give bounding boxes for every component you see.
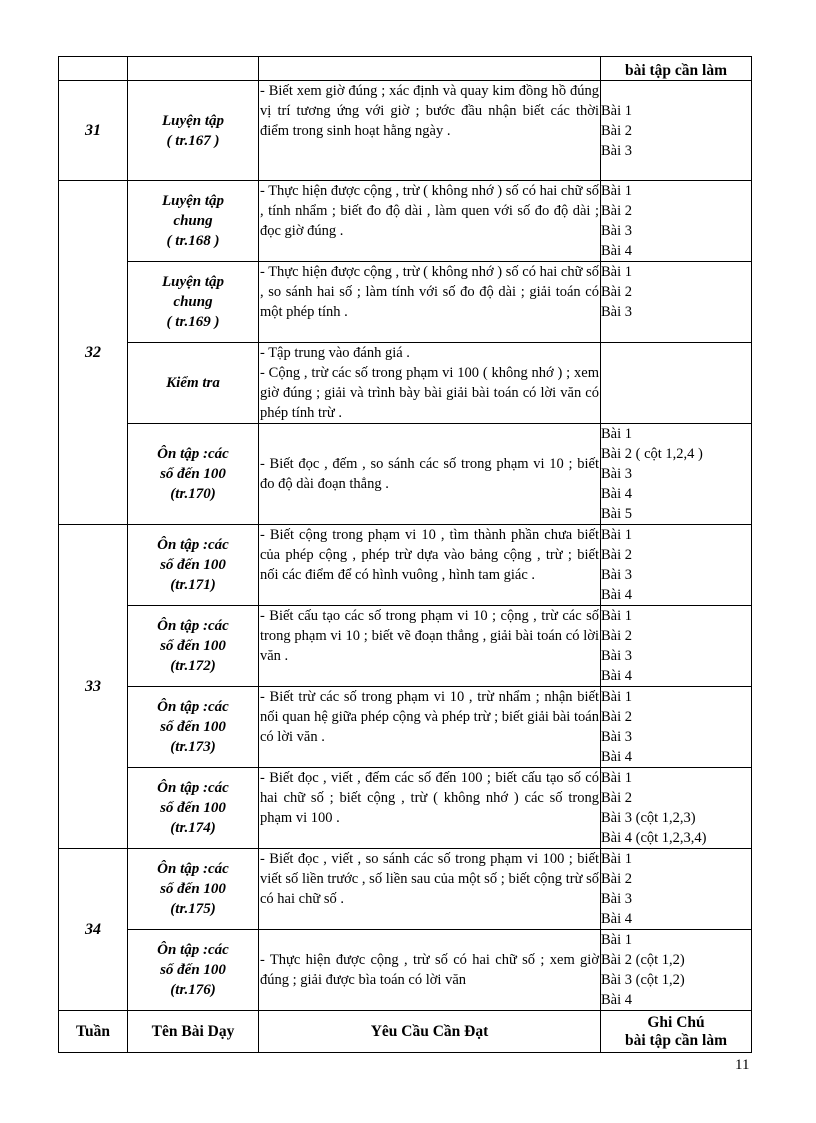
col-header-note-label: Ghi Chú: [647, 1013, 705, 1031]
exercise-note-cell: [601, 181, 752, 262]
exercise-item: Bài 4: [601, 749, 633, 765]
requirement-cell: [259, 849, 601, 930]
lesson-title-line: Ôn tập :các: [157, 699, 229, 715]
lesson-row: [59, 181, 752, 262]
exercise-item: Bài 2: [601, 547, 633, 563]
top-note-cell: [601, 57, 752, 81]
week-cell: [59, 181, 128, 525]
exercise-note-cell: [601, 849, 752, 930]
requirement-text: - Thực hiện được cộng , trừ ( không nhớ ) số có hai chữ số , tính nhẩm ; biết đo độ dài , làm quen với số đo độ dài ; đọc giờ đúng .: [260, 183, 599, 239]
requirement-text: - Biết đọc , đếm , so sánh các số trong phạm vi 10 ; biết đo độ dài đoạn thẳng .: [260, 456, 599, 492]
top-note: bài tập cần làm: [624, 62, 728, 79]
exercise-item: Bài 4: [601, 243, 633, 259]
exercise-item: Bài 1: [601, 103, 633, 119]
lesson-row: [59, 687, 752, 768]
lesson-title-line: (tr.171): [170, 577, 216, 593]
lesson-title-line: Ôn tập :các: [157, 780, 229, 796]
empty-requirement-cell: [259, 57, 601, 81]
requirement-cell: [259, 424, 601, 525]
lesson-title-line: số đến 100: [160, 800, 226, 816]
requirement-text: - Biết trừ các số trong phạm vi 10 , trừ nhẩm ; nhận biết nối quan hệ giữa phép cộng và phép trừ ; biết giải bài toán có lời văn .: [260, 689, 599, 745]
lesson-title-line: ( tr.169 ): [166, 314, 220, 330]
exercise-item: Bài 2: [601, 709, 633, 725]
lesson-row: [59, 343, 752, 424]
exercise-item: Bài 2: [601, 628, 633, 644]
exercise-item: Bài 3: [601, 223, 633, 239]
exercise-item: Bài 1: [601, 183, 633, 199]
exercise-item: Bài 1: [601, 770, 633, 786]
lesson-title-line: chung: [173, 294, 213, 310]
lesson-title-line: chung: [173, 213, 213, 229]
requirement-text: - Biết cấu tạo các số trong phạm vi 10 ; cộng , trừ các số trong phạm vi 10 ; biết vẽ đoạn thẳng , giải bài toán có lời văn .: [260, 608, 599, 664]
lesson-title-cell: [128, 849, 259, 930]
exercise-note-cell: [601, 262, 752, 343]
exercise-note-cell: [601, 525, 752, 606]
lesson-title-line: Ôn tập :các: [157, 618, 229, 634]
exercise-item: Bài 2 (cột 1,2): [601, 952, 685, 968]
lesson-title-line: (tr.174): [170, 820, 216, 836]
lesson-title-cell: [128, 525, 259, 606]
week-number: 34: [85, 920, 101, 938]
lesson-row: [59, 768, 752, 849]
requirement-cell: [259, 525, 601, 606]
lesson-plan-body: [59, 57, 752, 1053]
requirement-cell: [259, 81, 601, 181]
col-header-requirement-label: Yêu Cầu Cần Đạt: [370, 1022, 489, 1040]
exercise-note-cell: [601, 930, 752, 1011]
lesson-title-line: Kiểm tra: [166, 375, 220, 391]
lesson-title-line: số đến 100: [160, 557, 226, 573]
week-number: 31: [85, 121, 101, 139]
lesson-title-line: Luyện tập: [161, 274, 225, 290]
empty-week-cell: [59, 57, 128, 81]
lesson-plan-table: [58, 56, 752, 1053]
exercise-item: Bài 1: [601, 932, 633, 948]
col-header-lesson-label: Tên Bài Dạy: [151, 1022, 235, 1040]
requirement-text: - Biết đọc , viết , so sánh các số trong phạm vi 100 ; biết viết số liền trước , số liền sau của một số ; biết cộng trừ số có hai chữ số .: [260, 851, 599, 907]
requirement-text: - Biết cộng trong phạm vi 10 , tìm thành phần chưa biết của phép cộng , phép trừ dựa vào bảng cộng , trừ ; biết nối các điểm để có hình vuông , hình tam giác .: [260, 527, 599, 583]
lesson-title-cell: [128, 343, 259, 424]
lesson-title-line: Ôn tập :các: [157, 942, 229, 958]
exercise-item: Bài 1: [601, 851, 633, 867]
lesson-title-line: ( tr.168 ): [166, 233, 220, 249]
exercise-item: Bài 1: [601, 608, 633, 624]
lesson-title-line: số đến 100: [160, 719, 226, 735]
exercise-item: Bài 1: [601, 264, 633, 280]
requirement-cell: [259, 687, 601, 768]
requirement-text: - Thực hiện được cộng , trừ ( không nhớ ) số có hai chữ số , so sánh hai số ; làm tính với số đo độ dài ; giải toán có một phép tính .: [260, 264, 599, 320]
exercise-item: Bài 2: [601, 790, 633, 806]
requirement-text: - Thực hiện được cộng , trừ số có hai chữ số ; xem giờ đúng ; giải được bìa toán có lời văn: [260, 952, 599, 988]
lesson-row: [59, 81, 752, 181]
lesson-title-cell: [128, 424, 259, 525]
requirement-cell: [259, 768, 601, 849]
lesson-title-line: ( tr.167 ): [166, 132, 220, 149]
exercise-note-cell: [601, 343, 752, 424]
lesson-title-cell: [128, 606, 259, 687]
lesson-title-line: (tr.170): [170, 486, 216, 502]
col-header-lesson: [128, 1011, 259, 1053]
exercise-item: Bài 3: [601, 143, 633, 159]
lesson-title-line: (tr.176): [170, 982, 216, 998]
exercise-note-cell: [601, 606, 752, 687]
exercise-item: Bài 5: [601, 506, 633, 522]
lesson-title-line: số đến 100: [160, 466, 226, 482]
requirement-text: - Tập trung vào đánh giá .: [260, 345, 410, 361]
requirement-cell: [259, 343, 601, 424]
continued-header-row: [59, 57, 752, 81]
exercise-item: Bài 3: [601, 567, 633, 583]
table-header-row: [59, 1011, 752, 1053]
lesson-title-line: số đến 100: [160, 881, 226, 897]
exercise-item: Bài 2 ( cột 1,2,4 ): [601, 446, 703, 462]
lesson-title-line: Luyện tập: [161, 112, 225, 129]
col-header-week: [59, 1011, 128, 1053]
lesson-title-line: Luyện tập: [161, 193, 225, 209]
week-cell: [59, 849, 128, 1011]
lesson-title-line: (tr.173): [170, 739, 216, 755]
exercise-item: Bài 3: [601, 304, 633, 320]
requirement-text: - Cộng , trừ các số trong phạm vi 100 ( không nhớ ) ; xem giờ đúng ; giải và trình bày bài giải bài toán có lời văn có phép tính trừ .: [260, 365, 599, 421]
exercise-item: Bài 1: [601, 689, 633, 705]
lesson-row: [59, 606, 752, 687]
lesson-title-cell: [128, 930, 259, 1011]
requirement-text: - Biết đọc , viết , đếm các số đến 100 ; biết cấu tạo số có hai chữ số ; biết cộng , trừ ( không nhớ ) các số trong phạm vi 100 .: [260, 770, 599, 826]
col-header-note-label: bài tập cần làm: [624, 1031, 728, 1049]
exercise-note-cell: [601, 424, 752, 525]
lesson-row: [59, 525, 752, 606]
lesson-row: [59, 424, 752, 525]
week-cell: [59, 525, 128, 849]
lesson-title-cell: [128, 81, 259, 181]
col-header-requirement: [259, 1011, 601, 1053]
lesson-title-cell: [128, 687, 259, 768]
lesson-title-line: số đến 100: [160, 962, 226, 978]
exercise-item: Bài 2: [601, 123, 633, 139]
col-header-note: [601, 1011, 752, 1053]
exercise-item: Bài 3: [601, 891, 633, 907]
exercise-note-cell: [601, 687, 752, 768]
exercise-item: Bài 4: [601, 486, 633, 502]
exercise-item: Bài 2: [601, 871, 633, 887]
exercise-item: Bài 3 (cột 1,2): [601, 972, 685, 988]
exercise-item: Bài 4: [601, 992, 633, 1008]
col-header-week-label: Tuần: [76, 1022, 110, 1040]
exercise-item: Bài 3: [601, 466, 633, 482]
exercise-item: Bài 3: [601, 648, 633, 664]
lesson-title-cell: [128, 768, 259, 849]
exercise-item: Bài 4: [601, 911, 633, 927]
exercise-item: Bài 4: [601, 587, 633, 603]
exercise-item: Bài 4 (cột 1,2,3,4): [601, 830, 707, 846]
page-number: 11: [735, 1057, 750, 1073]
empty-lesson-cell: [128, 57, 259, 81]
lesson-title-line: (tr.172): [170, 658, 216, 674]
lesson-title-line: số đến 100: [160, 638, 226, 654]
lesson-title-cell: [128, 181, 259, 262]
exercise-item: Bài 4: [601, 668, 633, 684]
week-number: 32: [85, 343, 101, 361]
week-cell: [59, 81, 128, 181]
requirement-cell: [259, 930, 601, 1011]
lesson-title-line: Ôn tập :các: [157, 446, 229, 462]
exercise-note-cell: [601, 81, 752, 181]
exercise-item: Bài 1: [601, 527, 633, 543]
lesson-row: [59, 262, 752, 343]
lesson-title-cell: [128, 262, 259, 343]
exercise-item: Bài 2: [601, 284, 633, 300]
lesson-row: [59, 930, 752, 1011]
exercise-note-cell: [601, 768, 752, 849]
lesson-title-line: Ôn tập :các: [157, 537, 229, 553]
requirement-cell: [259, 606, 601, 687]
requirement-cell: [259, 262, 601, 343]
exercise-item: Bài 3 (cột 1,2,3): [601, 810, 696, 826]
lesson-title-line: (tr.175): [170, 901, 216, 917]
lesson-row: [59, 849, 752, 930]
exercise-item: Bài 1: [601, 426, 633, 442]
requirement-text: - Biết xem giờ đúng ; xác định và quay kim đồng hồ đúng vị trí tương ứng với giờ ; bước đầu nhận biết các thời điểm trong sinh hoạt hằng ngày .: [260, 83, 599, 139]
week-number: 33: [85, 677, 101, 695]
exercise-item: Bài 3: [601, 729, 633, 745]
requirement-cell: [259, 181, 601, 262]
exercise-item: Bài 2: [601, 203, 633, 219]
lesson-title-line: Ôn tập :các: [157, 861, 229, 877]
